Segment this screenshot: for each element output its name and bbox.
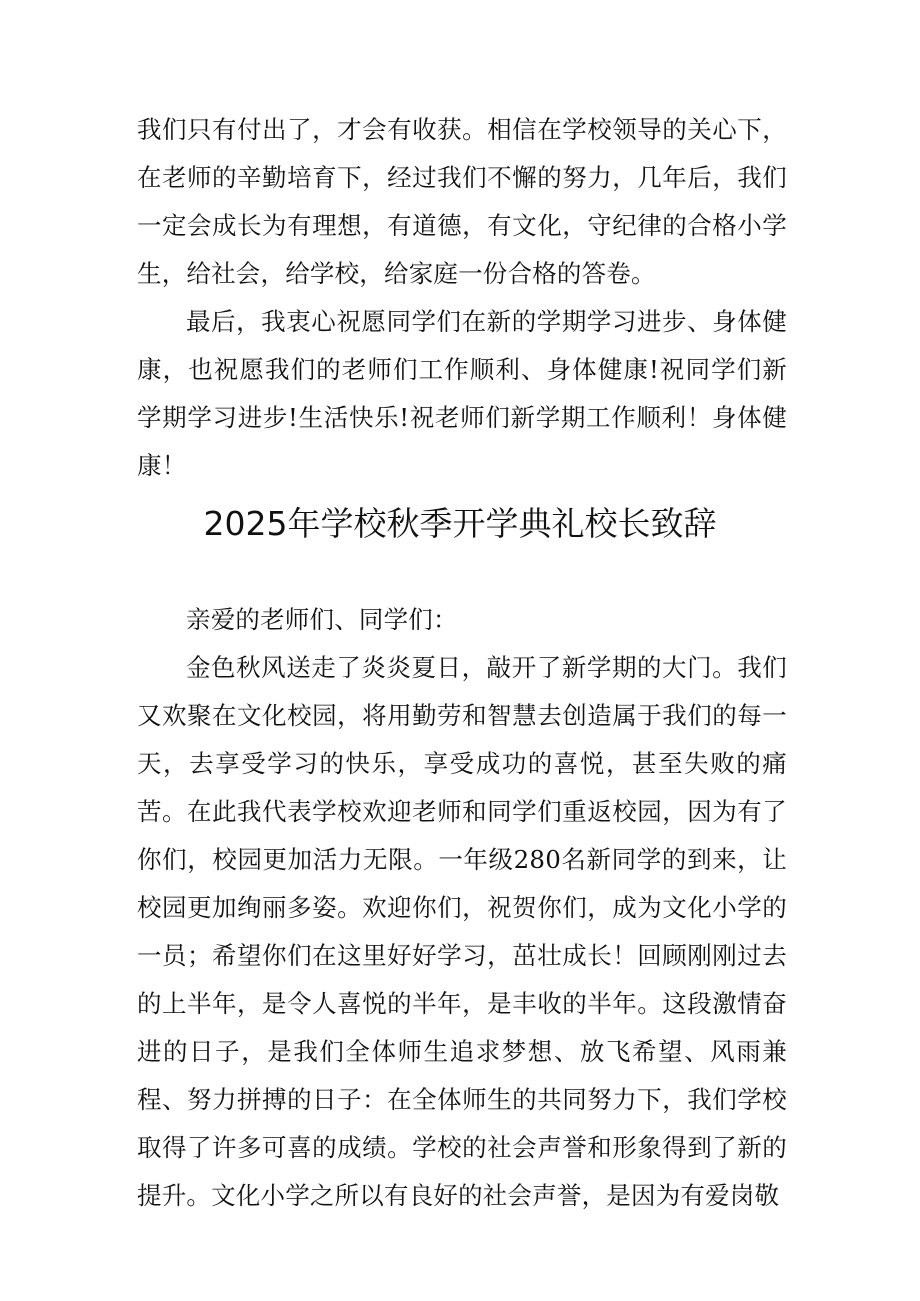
document-title: 2025年学校秋季开学典礼校长致辞 bbox=[203, 504, 717, 543]
speech-body bbox=[137, 596, 787, 1220]
salutation: 亲爱的老师们、同学们： bbox=[186, 605, 458, 634]
previous-section-text bbox=[137, 106, 787, 490]
closing-paragraph-1: 我们只有付出了，才会有收获。相信在学校领导的关心下，在老师的辛勤培育下，经过我们不懈的努力，几年后，我们一定会成长为有理想，有道德，有文化，守纪律的合格小学生，给社会，给学校，给家庭一份合格的答卷。 bbox=[137, 115, 787, 288]
speech-paragraph-1: 金色秋风送走了炎炎夏日，敲开了新学期的大门。我们又欢聚在文化校园，将用勤劳和智慧去创造属于我们的每一天，去享受学习的快乐，享受成功的喜悦，甚至失败的痛苦。在此我代表学校欢迎老师和同学们重返校园，因为有了你们，校园更加活力无限。一年级280名新同学的到来，让校园更加绚丽多姿。欢迎你们，祝贺你们，成为文化小学的一员；希望你们在这里好好学习，茁壮成长！回顾刚刚过去的上半年，是令人喜悦的半年，是丰收的半年。这段激情奋进的日子，是我们全体师生追求梦想、放飞希望、风雨兼程、努力拼搏的日子：在全体师生的共同努力下，我们学校取得了许多可喜的成绩。学校的社会声誉和形象得到了新的提升。文化小学之所以有良好的社会声誉，是因为有爱岗敬 bbox=[137, 653, 787, 1210]
closing-paragraph-2: 最后，我衷心祝愿同学们在新的学期学习进步、身体健康，也祝愿我们的老师们工作顺利、身体健康!祝同学们新学期学习进步!生活快乐!祝老师们新学期工作顺利！身体健康！ bbox=[137, 307, 787, 480]
